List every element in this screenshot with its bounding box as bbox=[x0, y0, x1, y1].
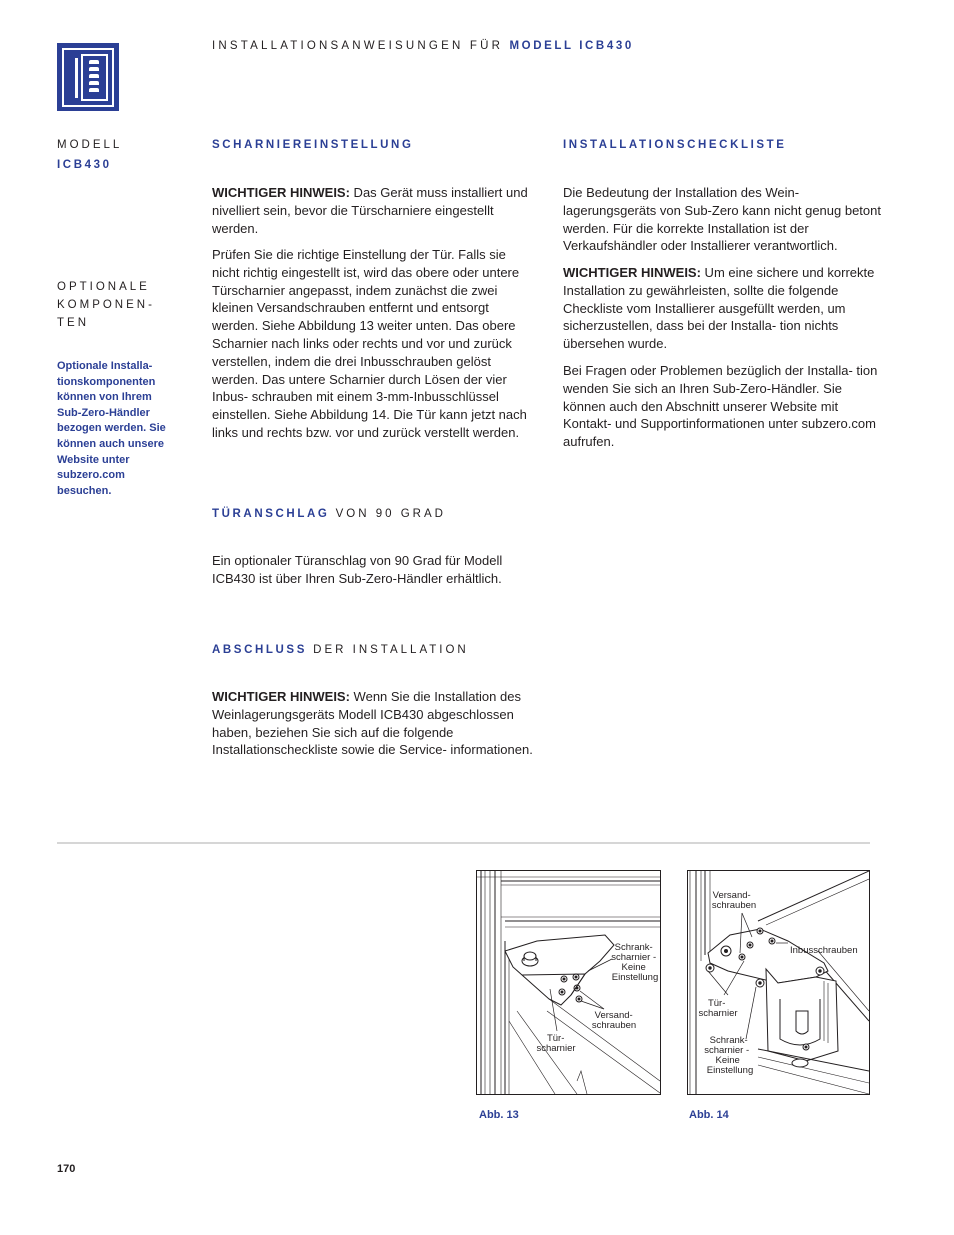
fig13-label-schrank-4: Einstellung bbox=[611, 972, 659, 983]
fig14-label-schrank-1: Schrank- bbox=[709, 1035, 748, 1046]
brand-logo-icon bbox=[57, 43, 119, 111]
checklist-paragraph-1: Die Bedeutung der Installation des Wein- lagerungsgeräts von Sub-Zero kann nicht genug betont werden. Für die korrekte Installation ist der Verkaufshändler oder Installierer verantwortlich. bbox=[563, 185, 881, 254]
fig14-label-inbus: Inbusschrauben bbox=[790, 945, 858, 956]
svg-text:Schrank- scharnier - bbox=[704, 1035, 753, 1076]
page-number: 170 bbox=[57, 1163, 76, 1175]
sidebar-options-label: OPTIONALE KOMPONEN- TEN bbox=[57, 281, 155, 329]
fig14-label-schrank-4: Einstellung bbox=[706, 1065, 754, 1076]
figure-13 bbox=[476, 870, 661, 1095]
section-title-completion bbox=[212, 644, 469, 656]
checklist-paragraph-2 bbox=[563, 264, 885, 353]
fig13-label-schrank-2: scharnier - bbox=[611, 952, 657, 963]
section-divider bbox=[57, 842, 870, 844]
fig14-label-tuer-1: Tür- bbox=[707, 998, 726, 1009]
svg-text:Schrank- scharnier - bbox=[611, 942, 659, 983]
fig14-label-tuer-2: scharnier bbox=[698, 1008, 738, 1019]
section-title-hinge-text: SCHARNIEREINSTELLUNG bbox=[212, 139, 414, 151]
checklist-note-text: Um eine sichere und korrekte Installation zu gewährleisten, sollte die folgende Checkliste vom Installierer ausgefüllt werden, um sicherzustellen, dass bei der Installa- tion nichts übersehen wurde. bbox=[563, 265, 875, 352]
fig13-label-versand-2: schrauben bbox=[591, 1020, 637, 1031]
completion-title-bold: ABSCHLUSS bbox=[212, 644, 307, 656]
figure-13-caption: Abb. 13 bbox=[479, 1109, 519, 1121]
completion-title-rest: DER INSTALLATION bbox=[306, 644, 469, 656]
figure-14-caption: Abb. 14 bbox=[689, 1109, 729, 1121]
svg-text:Versand- schrauben bbox=[592, 1010, 636, 1031]
checklist-paragraph-3: Bei Fragen oder Problemen bezüglich der Installa- tion wenden Sie sich an Ihren Sub-Zero-Händler. Sie können auch den Abschnitt unserer Website mit Kontakt- und Supportinformationen unter subzero.com aufrufen. bbox=[563, 363, 878, 450]
fig14-label-versand-1: Versand- bbox=[712, 890, 751, 901]
fig13-label-tuer-2: scharnier bbox=[536, 1043, 576, 1054]
door-stop-paragraph: Ein optionaler Türanschlag von 90 Grad für Modell ICB430 ist über Ihren Sub-Zero-Händler erhältlich. bbox=[212, 553, 503, 586]
completion-note-text: Wenn Sie die Installation des Weinlagerungsgeräts Modell ICB430 abgeschlossen haben, beziehen Sie sich auf die folgende Installationscheckliste sowie die Service- informationen. bbox=[212, 689, 533, 758]
checklist-note-bold: WICHTIGER HINWEIS: bbox=[563, 265, 701, 280]
page-header bbox=[212, 40, 634, 52]
svg-text:Tür- scharnier bbox=[536, 1033, 575, 1054]
sidebar-note: Optionale Installa- tionskomponenten können von Ihrem Sub-Zero-Händler bezogen werden. Sie können auch unsere Website unter subzero.com besuchen. bbox=[57, 360, 166, 497]
figure-13-drawing bbox=[477, 871, 660, 1094]
hinge-note-text: Das Gerät muss installiert und nivelliert sein, bevor die Türscharniere eingestellt werden. bbox=[212, 185, 528, 236]
sidebar-model-label: MODELL bbox=[57, 139, 123, 151]
figure-14 bbox=[687, 870, 870, 1095]
sidebar-model-code: ICB430 bbox=[57, 159, 112, 171]
section-title-hinge bbox=[212, 139, 414, 151]
hinge-paragraph-2: Prüfen Sie die richtige Einstellung der Tür. Falls sie nicht richtig eingestellt ist, wird das obere oder untere Türscharnier angepasst, indem zunächst die zwei kleinen Versandschrauben entfernt und entsorgt werden. Siehe Abbildung 13 weiter unten. Das obere Scharnier nach links oder rechts und vor und zurück verstellen, indem die drei Inbusschrauben gelöst werden. Das untere Scharnier durch Lösen der vier Inbus- schrauben mit einem 3-mm-Inbusschlüssel einstellen. Siehe Abbildung 14. Die Tür kann jetzt nach links und rechts bzw. vor und zurück verstellt werden. bbox=[212, 247, 527, 440]
fig13-label-schrank-1: Schrank- bbox=[614, 942, 653, 953]
checklist-title-text: INSTALLATIONSCHECKLISTE bbox=[563, 139, 787, 151]
header-prefix: INSTALLATIONSANWEISUNGEN FÜR bbox=[212, 40, 504, 52]
door-stop-title-bold: TÜRANSCHLAG bbox=[212, 508, 330, 520]
header-model: MODELL ICB430 bbox=[509, 40, 634, 52]
section-title-door-stop bbox=[212, 508, 446, 520]
fig14-label-versand-2: schrauben bbox=[711, 900, 757, 911]
fig13-label-tuer-1: Tür- bbox=[546, 1033, 565, 1044]
completion-note-bold: WICHTIGER HINWEIS: bbox=[212, 689, 350, 704]
hinge-note-bold: WICHTIGER HINWEIS: bbox=[212, 185, 350, 200]
door-stop-title-rest: VON 90 GRAD bbox=[329, 508, 446, 520]
fig13-label-schrank-3: Keine bbox=[621, 962, 646, 973]
hinge-paragraph-1 bbox=[212, 184, 534, 237]
svg-text:Tür- scharnier bbox=[698, 998, 737, 1019]
section-title-checklist bbox=[563, 139, 787, 151]
fig13-label-versand-1: Versand- bbox=[594, 1010, 633, 1021]
completion-paragraph bbox=[212, 688, 534, 759]
figure-14-drawing bbox=[688, 871, 869, 1094]
fig14-label-schrank-3: Keine bbox=[715, 1055, 740, 1066]
svg-text:Versand- schrauben bbox=[712, 890, 756, 911]
fig14-label-schrank-2: scharnier - bbox=[704, 1045, 750, 1056]
